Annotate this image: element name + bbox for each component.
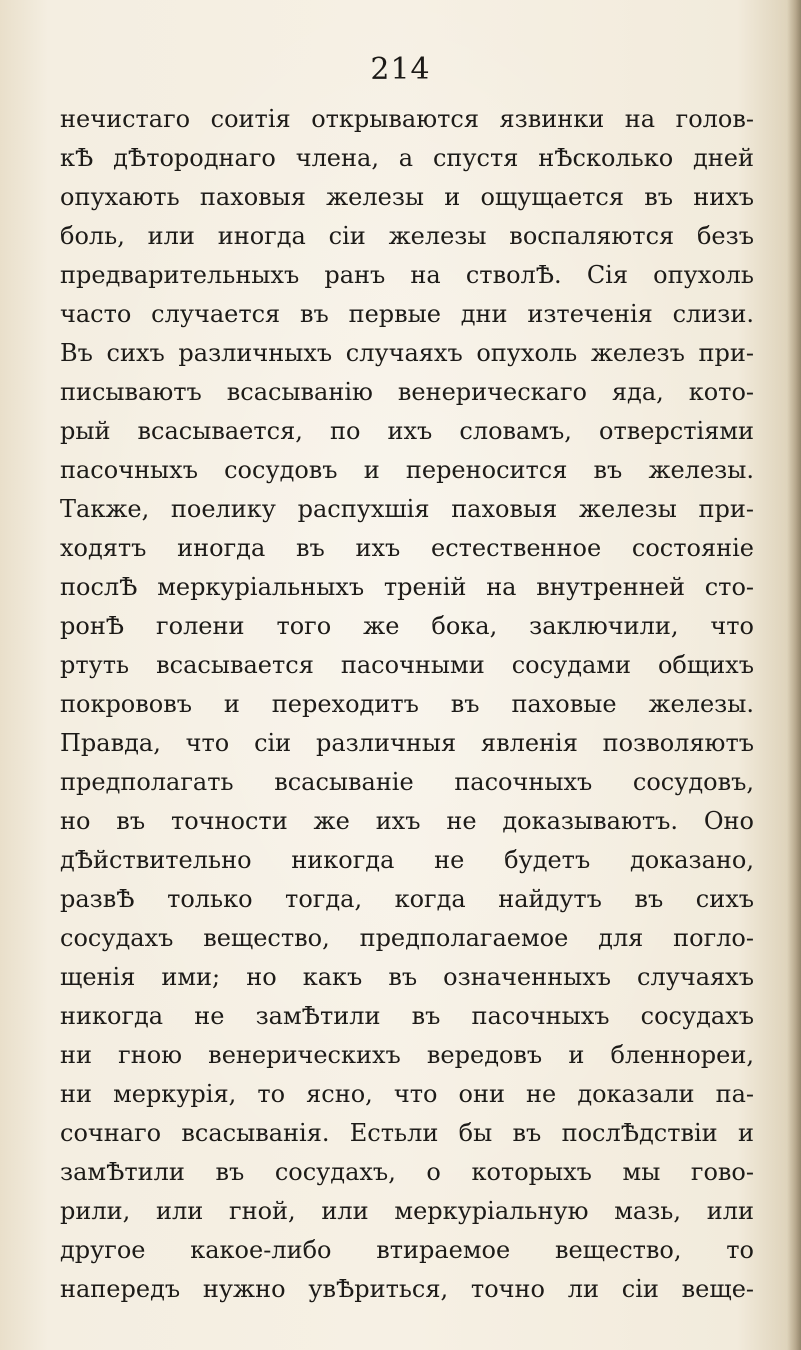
text-line: сосудахъ вещество, предполагаемое для погло- (60, 924, 754, 952)
text-line: рили, или гной, или меркуріальную мазь, или (60, 1197, 754, 1225)
text-line: ртуть всасывается пасочными сосудами общихъ (60, 651, 754, 679)
text-line: часто случается въ первые дни изтеченія слизи. (60, 300, 754, 328)
text-line: ни меркурія, то ясно, что они не доказали па- (60, 1080, 754, 1108)
text-line: ходятъ иногда въ ихъ естественное состояніе (60, 534, 754, 562)
text-line: опухають паховыя железы и ощущается въ нихъ (60, 183, 754, 211)
text-line: писываютъ всасыванію венерическаго яда, кото- (60, 378, 754, 406)
text-line: предварительныхъ ранъ на стволѢ. Сія опухоль (60, 261, 754, 289)
text-line: послѢ меркуріальныхъ треній на внутренней сто- (60, 573, 754, 601)
text-line: развѢ только тогда, когда найдутъ въ сихъ (60, 885, 754, 913)
text-line: никогда не замѢтили въ пасочныхъ сосудахъ (60, 1002, 754, 1030)
text-line: Также, поелику распухшія паховыя железы при- (60, 495, 754, 523)
text-line: другое какое-либо втираемое вещество, то (60, 1236, 754, 1264)
text-line: Въ сихъ различныхъ случаяхъ опухоль железъ при- (60, 339, 754, 367)
text-line: предполагать всасываніе пасочныхъ сосудовъ, (60, 768, 754, 796)
page-edge-shadow (787, 0, 801, 1350)
body-text (60, 100, 754, 1309)
text-line: рый всасывается, по ихъ словамъ, отверстіями (60, 417, 754, 445)
text-line: Правда, что сіи различныя явленія позволяютъ (60, 729, 754, 757)
text-line: но въ точности же ихъ не доказываютъ. Оно (60, 807, 754, 835)
text-line: дѢйствительно никогда не будетъ доказано, (60, 846, 754, 874)
text-line: напередъ нужно увѢриться, точно ли сіи веще- (60, 1275, 754, 1303)
text-line: замѢтили въ сосудахъ, о которыхъ мы гово- (60, 1158, 754, 1186)
text-line: щенія ими; но какъ въ означенныхъ случаяхъ (60, 963, 754, 991)
text-line: боль, или иногда сіи железы воспаляются безъ (60, 222, 754, 250)
page-number: 214 (370, 52, 431, 87)
text-line: пасочныхъ сосудовъ и переносится въ железы. (60, 456, 754, 484)
text-line: сочнаго всасыванія. Естьли бы въ послѢдствіи и (60, 1119, 754, 1147)
text-line: ни гною венерическихъ вередовъ и бленнореи, (60, 1041, 754, 1069)
text-line: нечистаго соитія открываются язвинки на голов- (60, 105, 754, 133)
text-line: ронѢ голени того же бока, заключили, что (60, 612, 754, 640)
text-line: кѢ дѢтороднаго члена, а спустя нѢсколько дней (60, 144, 754, 172)
text-line: покрововъ и переходитъ въ паховые железы. (60, 690, 754, 718)
